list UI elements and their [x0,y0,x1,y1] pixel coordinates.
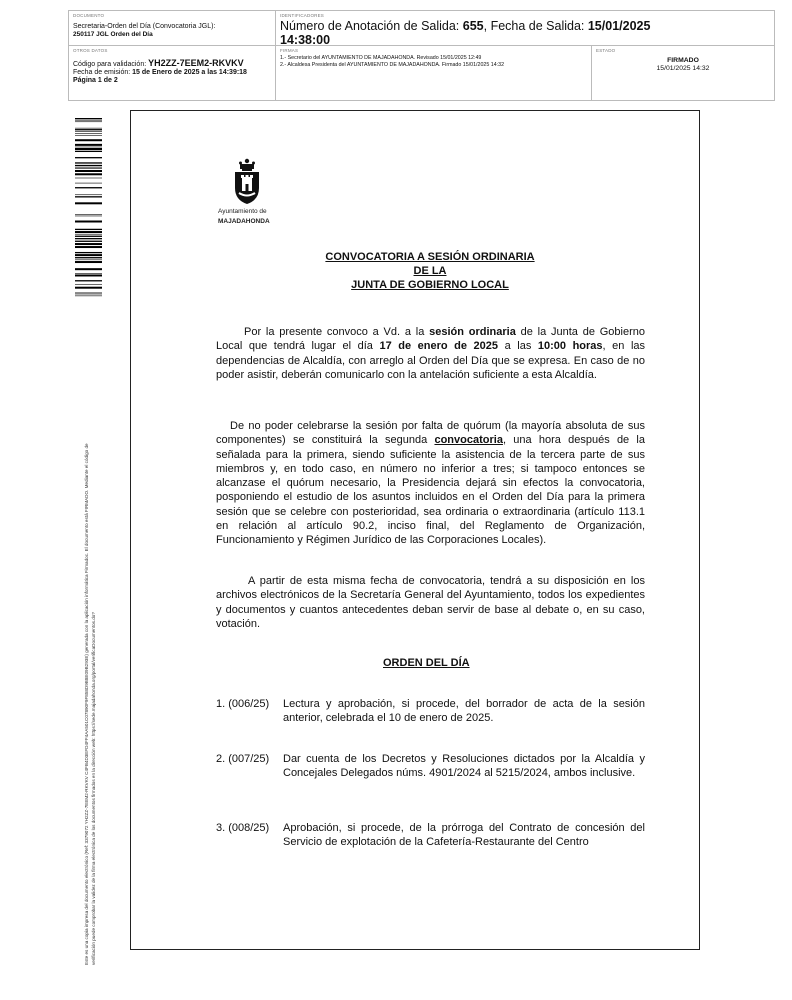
title-line-2: DE LA [413,265,447,277]
documento-subname: 250117 JGL Orden del Día [73,31,153,38]
p1-sesion-ordinaria: sesión ordinaria [429,326,516,338]
paragraph-convocatoria [216,325,645,382]
margin-line-2: verificación puede comprobar la validez de la firma electrónica de los documentos firmados en la dirección web: https://sede.majadahonda.org/portal/verificaDocumentos.do? [90,612,96,965]
p1-text-e: a las [498,340,538,353]
firma-2: 2.- Alcaldesa Presidenta del AYUNTAMIENTO DE MAJADAHONDA. Firmado 15/01/2025 14:32 [280,62,505,68]
agenda-item-text: Aprobación, si procede, de la prórroga del Contrato de concesión del Servicio de explotación de la Cafetería-Restaurante del Centro [283,822,645,849]
margin-line-1: Este es una copia impresa del documento electrónico (Ref: 3379072 YH2ZZ-7EEM2-RKVKV C4FB4D3EFD4FF4AA501C07890F9F858D9B8E09B293E) generada con la aplicación informática Firmadoc. El documento está FIRMADO. Mediante el código de [84,443,89,965]
orden-del-dia-heading: ORDEN DEL DÍA [383,657,470,669]
logo-line-2: MAJADAHONDA [218,218,270,225]
p1-hora: 10:00 horas [537,340,603,353]
agenda-item-text: Lectura y aprobación, si procede, del borrador de acta de la sesión anterior, celebrada el 10 de enero de 2025. [283,698,645,725]
estado-label: ESTADO [596,48,616,53]
agenda-item [216,821,645,850]
paragraph-quorum [216,419,645,548]
firma-1: 1.- Secretario del AYUNTAMIENTO DE MAJADAHONDA. Revisado 15/01/2025 12:49 [280,55,482,61]
identificadores-cell [276,11,774,46]
p2-text-a: De no poder celebrarse la sesión por falta de quórum (la mayoría absoluta de sus componentes) se constituirá la segunda [216,420,645,447]
title-line-1: CONVOCATORIA A SESIÓN ORDINARIA [325,251,535,263]
anotacion-number: 655 [462,19,484,33]
p1-text-g: , en las dependencias de Alcaldía, con arreglo al Orden del Día que se expresa. En caso de no poder asistir, deberán comunicarlo con la antelación suficiente a esta Alcaldía. [216,340,646,381]
p1-text-c: de la Junta de Gobierno Local que tendrá lugar el día [216,326,645,353]
emision-value: 15 de Enero de 2025 a las 14:39:18 [132,69,247,76]
anotacion-salida [280,19,770,47]
municipal-logo [218,158,280,226]
codigo-prefix: Código para validación: [73,61,149,68]
documento-cell [69,11,276,46]
firmas-cell [276,46,592,100]
firmas-label: FIRMAS [280,48,299,53]
document-title [260,250,600,292]
p1-fecha: 17 de enero de 2025 [379,340,499,353]
codigo-value: YH2ZZ-7EEM2-RKVKV [148,58,244,68]
logo-line-1: Ayuntamiento de [218,208,267,215]
title-line-3: JUNTA DE GOBIERNO LOCAL [351,279,509,291]
paragraph-disposicion [216,574,645,631]
barcode-icon [75,118,102,298]
identificadores-label: IDENTIFICADORES [280,13,325,18]
documento-label: DOCUMENTO [73,13,105,18]
hora-salida: 14:38:00 [280,33,331,47]
agenda-item-number: 2. (007/25) [216,753,270,765]
estado-date: 15/01/2025 14:32 [656,65,710,72]
document-header [68,10,775,101]
p2-convocatoria: convocatoria [434,434,503,447]
p3-text: A partir de esta misma fecha de convocatoria, tendrá a su disposición en los archivos electrónicos de la Secretaría General del Ayuntamiento, todos los expedientes y documentos y cuantos antecedentes deban servir de base al debate o, en su caso, votación. [216,575,645,630]
fecha-emision [73,69,271,76]
agenda-item [216,752,645,781]
agenda-item-number: 1. (006/25) [216,698,270,710]
documento-name: Secretaria-Orden del Día (Convocatoria JGL): [73,23,216,30]
estado-value: FIRMADO [667,57,699,64]
fecha-prefix: , Fecha de Salida: [483,19,588,33]
p2-text-c: , una hora después de la señalada para la primera, siendo suficiente la asistencia de la tercera parte de sus miembros y, en todo caso, en número no inferior a tres; si tampoco entonces se alcanzase el quórum necesario, la Presidencia dejará sin efectos la convocatoria, posponiendo el estudio de los asuntos incluidos en el Orden del Día para la primera sesión que se celebre con posterioridad, sea ordinaria o extraordinaria (artículo 113.1 en relación al artículo 90.2, inciso final, del Reglamento de Organización, Funcionamiento y Régimen Jurídico de las Corporaciones Locales). [216,434,645,547]
estado-cell [592,46,774,100]
otros-label: OTROS DATOS [73,48,108,53]
codigo-validacion [73,58,271,68]
verification-margin-text [84,300,97,965]
agenda-item-number: 3. (008/25) [216,822,270,834]
emision-prefix: Fecha de emisión: [73,69,133,76]
p1-text-a: Por la presente convoco a Vd. a la [244,326,430,338]
coat-of-arms-icon [230,158,264,206]
page-count: Página 1 de 2 [73,77,118,84]
fecha-salida: 15/01/2025 [587,19,651,33]
agenda-item [216,697,645,726]
otros-datos-cell [69,46,276,100]
anotacion-prefix: Número de Anotación de Salida: [280,19,463,33]
agenda-item-text: Dar cuenta de los Decretos y Resoluciones dictados por la Alcaldía y Concejales Delegados núms. 4901/2024 al 5215/2024, ambos inclusive. [283,753,645,780]
